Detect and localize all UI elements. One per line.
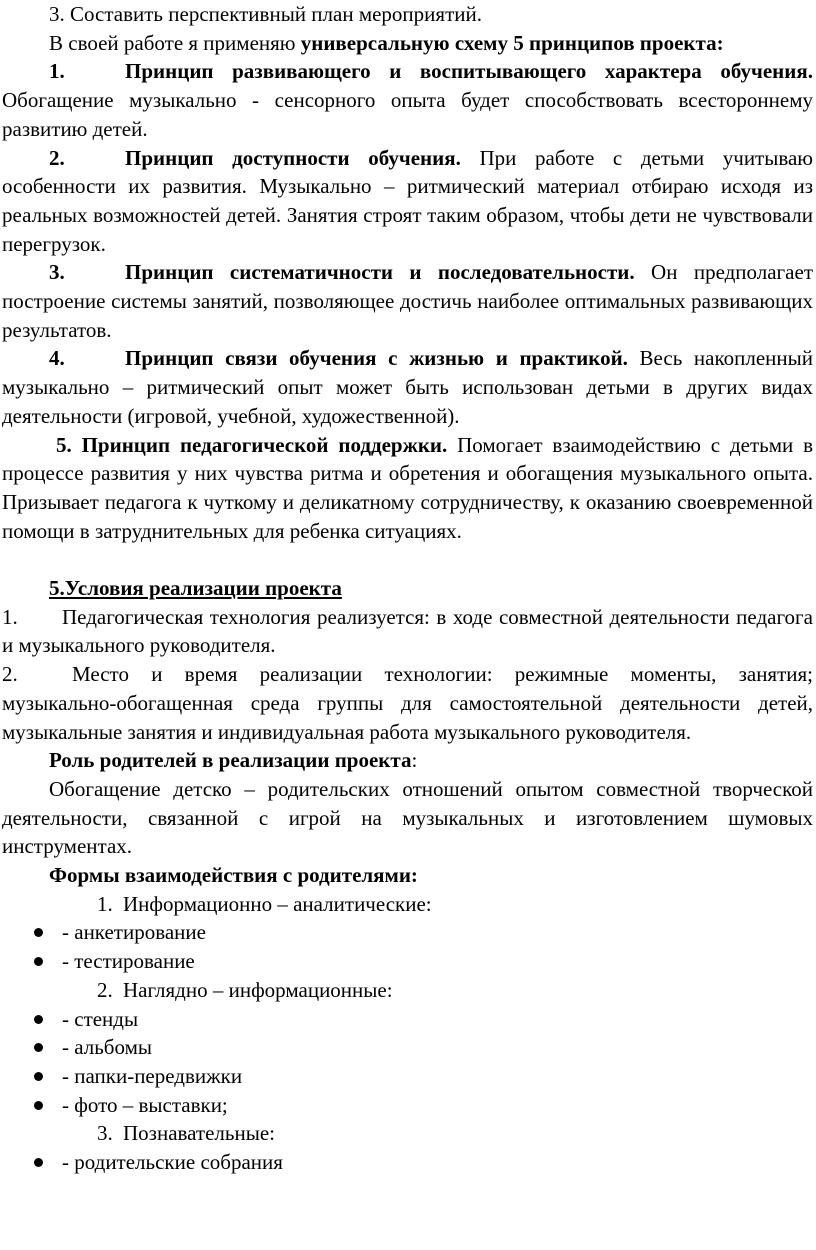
group-label: Информационно – аналитические: bbox=[123, 891, 432, 916]
principle-title: Принцип развивающего и воспитывающего характера обучения. bbox=[125, 59, 813, 84]
condition-1 bbox=[2, 603, 813, 660]
parents-role-title bbox=[2, 746, 813, 775]
list-item-text: - тестирование bbox=[62, 949, 195, 974]
list-item bbox=[2, 918, 813, 947]
group-number: 2. bbox=[97, 977, 113, 1002]
principle-number: 2. bbox=[49, 145, 65, 170]
forms-group-2 bbox=[2, 976, 813, 1005]
list-item-text: - фото – выставки; bbox=[62, 1092, 228, 1117]
intro-step: 3. Составить перспективный план мероприятий. bbox=[49, 2, 482, 26]
bullet-icon bbox=[34, 1015, 43, 1024]
bullet-icon bbox=[34, 1072, 43, 1081]
condition-number: 1. bbox=[2, 604, 18, 629]
principle-title: Принцип доступности обучения. bbox=[125, 145, 461, 170]
principle-number: 4. bbox=[49, 346, 65, 371]
parents-role-colon: : bbox=[411, 748, 418, 773]
forms-group-1 bbox=[2, 890, 813, 919]
forms-group-3 bbox=[2, 1119, 813, 1148]
group-number: 1. bbox=[97, 891, 113, 916]
scheme-bold: универсальную схему 5 принципов проекта: bbox=[300, 30, 724, 55]
bullet-icon bbox=[34, 1158, 43, 1167]
condition-text: Место и время реализации технологии: режимные моменты, занятия; музыкально-обогащенная среда группы для самостоятельной деятельности детей, музыкальные занятия и индивидуальная работа музыкального руководителя. bbox=[2, 662, 813, 744]
forms-title-text: Формы взаимодействия с родителями: bbox=[49, 863, 418, 888]
principle-text: Обогащение музыкально - сенсорного опыта будет способствовать всестороннему развитию детей. bbox=[2, 88, 813, 141]
principle-title: Принцип связи обучения с жизнью и практикой. bbox=[125, 346, 628, 371]
principle-title: Принцип педагогической поддержки. bbox=[81, 432, 448, 457]
parents-role-text: Обогащение детско – родительских отношений опытом совместной творческой деятельности, связанной с игрой на музыкальных и изготовлением шумовых инструментах. bbox=[2, 776, 813, 859]
conditions-title bbox=[2, 574, 813, 603]
spacer bbox=[2, 545, 813, 574]
condition-text: Педагогическая технология реализуется: в ходе совместной деятельности педагога и музыкального руководителя. bbox=[2, 604, 813, 658]
principle-text: При работе с детьми учитываю особенности их развития. Музыкально – ритмический материал отбираю исходя из реальных возможностей детей. Занятия строят таким образом, чтобы дети не чувствовали перегрузок. bbox=[2, 145, 813, 256]
principle-number: 1. bbox=[49, 59, 65, 84]
bullet-icon bbox=[34, 957, 43, 966]
principle-text: Он предполагает построение системы занятий, позволяющее достичь наиболее оптимальных развивающих результатов. bbox=[2, 260, 813, 342]
list-item bbox=[2, 1148, 813, 1177]
parents-role-title-text: Роль родителей в реализации проекта bbox=[49, 748, 412, 773]
group-number: 3. bbox=[97, 1121, 113, 1146]
condition-2 bbox=[2, 660, 813, 746]
bullet-icon bbox=[34, 928, 43, 937]
list-item-text: - стенды bbox=[62, 1006, 139, 1031]
scheme-intro bbox=[2, 29, 813, 58]
principle-title: Принцип систематичности и последовательности. bbox=[125, 260, 635, 285]
list-item-text: - родительские собрания bbox=[62, 1150, 283, 1175]
forms-title bbox=[2, 861, 813, 890]
principle-3 bbox=[2, 258, 813, 344]
bullet-icon bbox=[34, 1043, 43, 1052]
scheme-lead: В своей работе я применяю bbox=[49, 30, 301, 55]
principle-number: 3. bbox=[49, 260, 65, 285]
list-item-text: - папки-передвижки bbox=[62, 1064, 243, 1088]
list-item bbox=[2, 1033, 813, 1062]
principle-2 bbox=[2, 144, 813, 259]
principle-4 bbox=[2, 344, 813, 430]
conditions-title-text: 5.Условия реализации проекта bbox=[49, 576, 342, 601]
list-item-text: - альбомы bbox=[62, 1035, 152, 1060]
group-label: Познавательные: bbox=[123, 1121, 275, 1146]
principle-5 bbox=[2, 431, 813, 546]
condition-number: 2. bbox=[2, 662, 18, 687]
bullet-icon bbox=[34, 1101, 43, 1110]
list-item bbox=[2, 1062, 813, 1091]
principle-text: Весь накопленный музыкально – ритмический опыт может быть использован детьми в других видах деятельности (игровой, учебной, художественной). bbox=[2, 346, 813, 428]
list-item bbox=[2, 1005, 813, 1034]
principle-1 bbox=[2, 57, 813, 143]
list-item bbox=[2, 1091, 813, 1120]
principle-text: Помогает взаимодействию с детьми в процессе развития у них чувства ритма и обретения и обогащения музыкального опыта. Призывает педагога к чуткому и деликатному сотрудничеству, к оказанию своевременной помощи в затруднительных для ребенка ситуациях. bbox=[2, 432, 813, 543]
list-item-text: - анкетирование bbox=[62, 920, 206, 945]
group-label: Наглядно – информационные: bbox=[123, 977, 393, 1002]
list-item bbox=[2, 947, 813, 976]
principle-number: 5. bbox=[56, 432, 72, 457]
